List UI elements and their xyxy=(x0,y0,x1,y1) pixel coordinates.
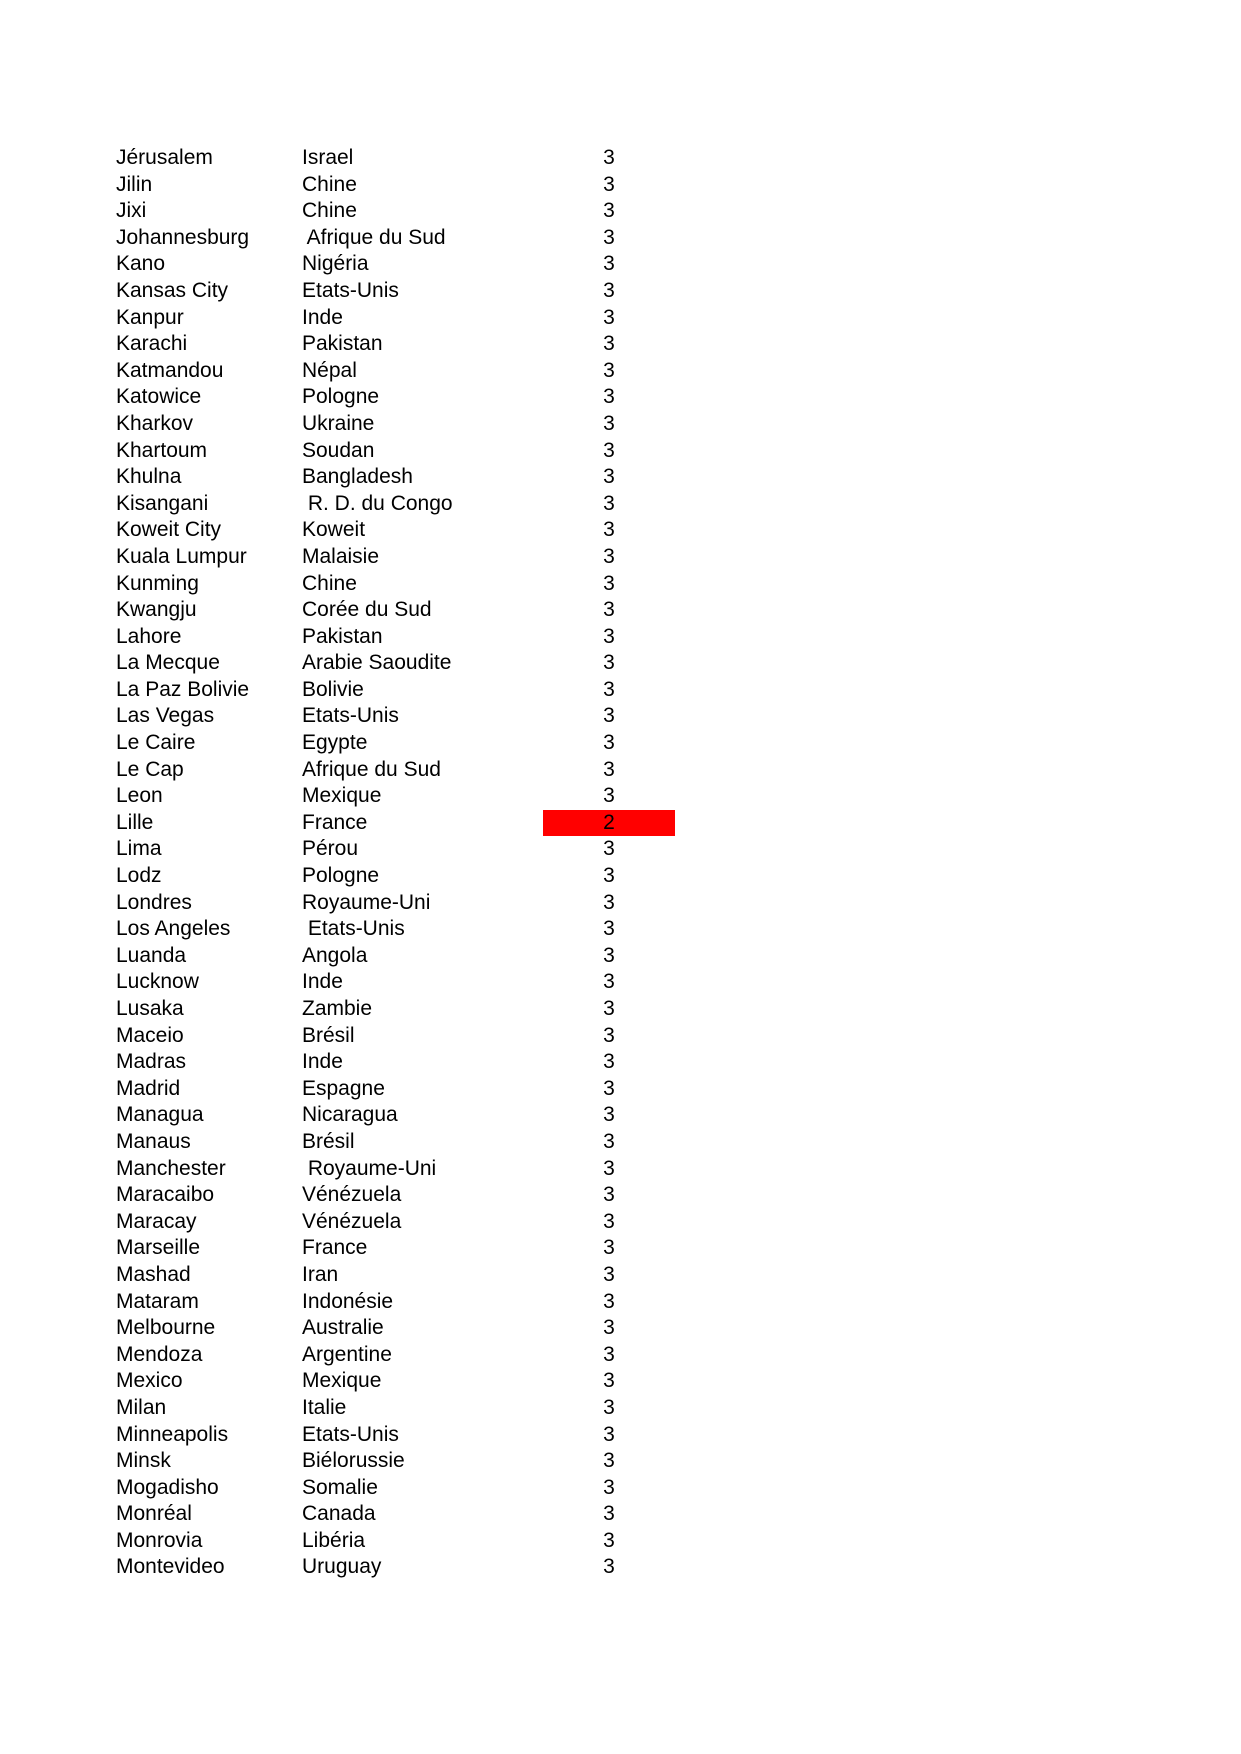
city-cell[interactable]: Monréal xyxy=(116,1502,192,1526)
city-cell[interactable]: Lusaka xyxy=(116,997,184,1020)
value-cell[interactable]: 3 xyxy=(603,491,615,515)
city-cell[interactable]: Kunming xyxy=(116,571,199,595)
country-cell[interactable]: Corée du Sud xyxy=(302,598,432,622)
city-cell[interactable]: Manchester xyxy=(116,1156,226,1180)
table-row xyxy=(116,1475,676,1502)
table-row xyxy=(116,278,676,305)
value-cell[interactable]: 3 xyxy=(603,1369,615,1393)
value-cell[interactable]: 3 xyxy=(603,837,615,861)
city-cell[interactable]: Jixi xyxy=(116,199,147,223)
country-cell[interactable]: Egypte xyxy=(302,731,368,755)
value-cell[interactable]: 3 xyxy=(603,943,615,967)
value-cell[interactable]: 3 xyxy=(603,1262,615,1286)
city-cell[interactable]: Madras xyxy=(116,1050,187,1074)
city-cell[interactable]: Lima xyxy=(116,837,162,861)
value-cell[interactable]: 3 xyxy=(603,677,615,701)
table-row xyxy=(116,1501,676,1528)
country-cell[interactable]: Iran xyxy=(302,1262,339,1286)
country-cell[interactable]: Indonésie xyxy=(302,1289,394,1313)
country-cell[interactable]: Chine xyxy=(302,199,357,223)
country-cell[interactable]: Inde xyxy=(302,1050,343,1074)
table-row xyxy=(116,1342,676,1369)
value-cell[interactable]: 3 xyxy=(603,757,615,781)
value-cell[interactable]: 3 xyxy=(603,358,615,382)
value-cell[interactable]: 3 xyxy=(603,917,615,941)
city-cell[interactable]: La Mecque xyxy=(116,651,220,675)
country-cell[interactable]: Afrique du Sud xyxy=(302,757,441,781)
city-cell[interactable]: Maracaibo xyxy=(116,1183,215,1207)
city-cell[interactable]: Kwangju xyxy=(116,598,197,622)
country-cell[interactable]: Brésil xyxy=(302,1129,355,1153)
table-row xyxy=(116,730,676,757)
table-row xyxy=(116,198,676,225)
city-cell[interactable]: Mogadisho xyxy=(116,1475,219,1499)
table-row xyxy=(116,1262,676,1289)
country-cell[interactable]: Argentine xyxy=(302,1342,392,1366)
table-row xyxy=(116,1102,676,1129)
country-cell[interactable]: Nigéria xyxy=(302,252,369,276)
country-cell[interactable]: Angola xyxy=(302,943,368,967)
country-cell[interactable]: Afrique du Sud xyxy=(302,225,446,249)
table-row xyxy=(116,1156,676,1183)
table-row xyxy=(116,305,676,332)
country-cell[interactable]: Bangladesh xyxy=(302,465,413,489)
value-cell[interactable]: 3 xyxy=(603,172,615,196)
city-cell[interactable]: Mashad xyxy=(116,1262,191,1286)
value-cell[interactable]: 3 xyxy=(603,1555,615,1579)
table-row xyxy=(116,145,676,172)
table-row xyxy=(116,438,676,465)
country-cell[interactable]: Uruguay xyxy=(302,1555,382,1579)
country-cell[interactable]: France xyxy=(302,810,368,834)
table-row xyxy=(116,890,676,917)
table-row xyxy=(116,1368,676,1395)
table-row xyxy=(116,1422,676,1449)
value-cell[interactable]: 3 xyxy=(603,1475,615,1499)
table-row xyxy=(116,1554,676,1581)
value-cell[interactable]: 3 xyxy=(603,225,615,249)
value-cell[interactable]: 3 xyxy=(603,465,615,489)
city-cell[interactable]: Luanda xyxy=(116,943,187,967)
value-cell[interactable]: 3 xyxy=(603,252,615,276)
country-cell[interactable]: Chine xyxy=(302,172,357,196)
city-cell[interactable]: Monrovia xyxy=(116,1528,203,1552)
value-cell[interactable]: 3 xyxy=(603,1103,615,1127)
country-cell[interactable]: Koweit xyxy=(302,518,366,542)
table-row xyxy=(116,544,676,571)
city-cell[interactable]: Milan xyxy=(116,1395,167,1419)
value-cell[interactable]: 3 xyxy=(603,385,615,409)
table-row xyxy=(116,1395,676,1422)
city-cell[interactable]: Le Caire xyxy=(116,731,196,755)
city-table xyxy=(116,145,676,1581)
table-row xyxy=(116,571,676,598)
country-cell[interactable]: Pakistan xyxy=(302,332,383,356)
value-cell[interactable]: 3 xyxy=(603,864,615,888)
city-cell[interactable]: Jilin xyxy=(116,172,153,196)
table-row xyxy=(116,1182,676,1209)
value-cell[interactable]: 3 xyxy=(603,571,615,595)
city-cell[interactable]: Khartoum xyxy=(116,438,208,462)
table-row xyxy=(116,757,676,784)
table-row xyxy=(116,1023,676,1050)
city-cell[interactable]: Koweit City xyxy=(116,518,222,542)
value-cell[interactable]: 3 xyxy=(603,1449,615,1473)
value-cell[interactable]: 3 xyxy=(603,1129,615,1153)
value-cell[interactable]: 3 xyxy=(603,305,615,329)
table-row xyxy=(116,943,676,970)
table-row xyxy=(116,1235,676,1262)
country-cell[interactable]: Pérou xyxy=(302,837,359,861)
value-cell[interactable]: 3 xyxy=(603,411,615,435)
city-cell[interactable]: Minsk xyxy=(116,1449,171,1473)
table-row xyxy=(116,597,676,624)
table-row xyxy=(116,969,676,996)
value-cell[interactable]: 3 xyxy=(603,1050,615,1074)
value-cell[interactable]: 3 xyxy=(603,1289,615,1313)
city-cell[interactable]: Kanpur xyxy=(116,305,184,329)
value-cell[interactable]: 3 xyxy=(603,332,615,356)
table-row xyxy=(116,1315,676,1342)
country-cell[interactable]: Etats-Unis xyxy=(302,704,399,728)
value-cell[interactable]: 3 xyxy=(603,199,615,223)
country-cell[interactable]: Bolivie xyxy=(302,677,364,701)
city-cell[interactable]: Marseille xyxy=(116,1236,201,1260)
country-cell[interactable]: Népal xyxy=(302,358,357,382)
value-cell[interactable]: 3 xyxy=(603,1209,615,1233)
value-cell[interactable]: 3 xyxy=(603,890,615,914)
table-row xyxy=(116,225,676,252)
table-row xyxy=(116,703,676,730)
table-row xyxy=(116,1209,676,1236)
country-cell[interactable]: Mexique xyxy=(302,1369,382,1393)
value-cell[interactable]: 3 xyxy=(603,1023,615,1047)
value-cell[interactable]: 3 xyxy=(603,1422,615,1446)
city-cell[interactable]: Lille xyxy=(116,810,154,834)
table-row xyxy=(116,1049,676,1076)
table-row xyxy=(116,172,676,199)
country-cell[interactable]: Vénézuela xyxy=(302,1209,402,1233)
value-cell[interactable]: 3 xyxy=(603,704,615,728)
country-cell[interactable]: Nicaragua xyxy=(302,1103,398,1127)
country-cell[interactable]: Brésil xyxy=(302,1023,355,1047)
country-cell[interactable]: R. D. du Congo xyxy=(302,491,453,515)
table-row xyxy=(116,517,676,544)
country-cell[interactable]: Espagne xyxy=(302,1076,385,1100)
city-cell[interactable]: Managua xyxy=(116,1103,204,1127)
country-cell[interactable]: Vénézuela xyxy=(302,1183,402,1207)
city-cell[interactable]: Jérusalem xyxy=(116,146,213,169)
country-cell[interactable]: Arabie Saoudite xyxy=(302,651,452,675)
value-cell[interactable]: 3 xyxy=(603,1342,615,1366)
country-cell[interactable]: Malaisie xyxy=(302,544,380,568)
value-cell[interactable]: 3 xyxy=(603,970,615,994)
value-cell[interactable]: 3 xyxy=(603,1528,615,1552)
table-row xyxy=(116,384,676,411)
table-row xyxy=(116,1448,676,1475)
country-cell[interactable]: Israel xyxy=(302,146,354,169)
value-cell[interactable]: 3 xyxy=(603,1183,615,1207)
country-cell[interactable]: Chine xyxy=(302,571,357,595)
city-cell[interactable]: Kuala Lumpur xyxy=(116,544,247,568)
city-cell[interactable]: Khulna xyxy=(116,465,182,489)
city-cell[interactable]: Las Vegas xyxy=(116,704,215,728)
country-cell[interactable]: Royaume-Uni xyxy=(302,890,431,914)
table-row xyxy=(116,251,676,278)
value-cell[interactable]: 3 xyxy=(603,1395,615,1419)
value-cell[interactable]: 3 xyxy=(603,624,615,648)
value-cell[interactable]: 3 xyxy=(603,146,615,169)
value-cell[interactable]: 3 xyxy=(603,784,615,808)
country-cell[interactable]: Inde xyxy=(302,970,343,994)
highlighted-value-cell[interactable]: 2 xyxy=(543,810,675,837)
value-cell[interactable]: 3 xyxy=(603,651,615,675)
country-cell[interactable]: Pakistan xyxy=(302,624,383,648)
table-row xyxy=(116,650,676,677)
table-row xyxy=(116,411,676,438)
city-cell[interactable]: Madrid xyxy=(116,1076,181,1100)
value-cell[interactable]: 3 xyxy=(603,997,615,1020)
city-cell[interactable]: La Paz Bolivie xyxy=(116,677,250,701)
country-cell[interactable]: Pologne xyxy=(302,864,380,888)
table-row xyxy=(116,1076,676,1103)
table-row xyxy=(116,1129,676,1156)
country-cell[interactable]: Italie xyxy=(302,1395,347,1419)
city-cell[interactable]: Katmandou xyxy=(116,358,224,382)
city-cell[interactable]: Kano xyxy=(116,252,166,276)
value-cell[interactable]: 3 xyxy=(603,1236,615,1260)
table-row xyxy=(116,996,676,1023)
table-row xyxy=(116,464,676,491)
country-cell[interactable]: Pologne xyxy=(302,385,380,409)
country-cell[interactable]: Somalie xyxy=(302,1475,378,1499)
table-row xyxy=(116,836,676,863)
country-cell[interactable]: Inde xyxy=(302,305,343,329)
table-row xyxy=(116,331,676,358)
city-cell[interactable]: Manaus xyxy=(116,1129,191,1153)
city-cell[interactable]: Maceio xyxy=(116,1023,184,1047)
table-row xyxy=(116,358,676,385)
city-cell[interactable]: Lahore xyxy=(116,624,182,648)
city-cell[interactable]: Maracay xyxy=(116,1209,197,1233)
table-row xyxy=(116,677,676,704)
value-cell[interactable]: 3 xyxy=(603,518,615,542)
country-cell[interactable]: Ukraine xyxy=(302,411,375,435)
value-cell[interactable]: 3 xyxy=(603,544,615,568)
value-cell[interactable]: 3 xyxy=(603,731,615,755)
table-row xyxy=(116,1528,676,1555)
value-cell[interactable]: 3 xyxy=(603,598,615,622)
value-cell[interactable]: 3 xyxy=(603,1316,615,1340)
country-cell[interactable]: Etats-Unis xyxy=(302,917,405,941)
city-cell[interactable]: Le Cap xyxy=(116,757,184,781)
value-cell[interactable]: 3 xyxy=(603,1156,615,1180)
value-cell[interactable]: 3 xyxy=(603,278,615,302)
city-cell[interactable]: Johannesburg xyxy=(116,225,250,249)
country-cell[interactable]: Canada xyxy=(302,1502,376,1526)
city-cell[interactable]: Lucknow xyxy=(116,970,199,994)
country-cell[interactable]: Soudan xyxy=(302,438,375,462)
country-cell[interactable]: Etats-Unis xyxy=(302,1422,399,1446)
table-row xyxy=(116,863,676,890)
city-cell[interactable]: Kharkov xyxy=(116,411,194,435)
city-cell[interactable]: Montevideo xyxy=(116,1555,225,1579)
city-cell[interactable]: Kansas City xyxy=(116,278,229,302)
country-cell[interactable]: Mexique xyxy=(302,784,382,808)
country-cell[interactable]: Libéria xyxy=(302,1528,366,1552)
table-row xyxy=(116,783,676,810)
country-cell[interactable]: Etats-Unis xyxy=(302,278,399,302)
country-cell[interactable]: Australie xyxy=(302,1316,384,1340)
table-row xyxy=(116,916,676,943)
value-cell[interactable]: 3 xyxy=(603,1502,615,1526)
country-cell[interactable]: Zambie xyxy=(302,997,373,1020)
city-cell[interactable]: Los Angeles xyxy=(116,917,231,941)
city-cell[interactable]: Melbourne xyxy=(116,1316,216,1340)
table-row xyxy=(116,1289,676,1316)
table-row xyxy=(116,624,676,651)
city-cell[interactable]: Mataram xyxy=(116,1289,199,1313)
value-cell[interactable]: 3 xyxy=(603,1076,615,1100)
city-cell[interactable]: Kisangani xyxy=(116,491,209,515)
city-cell[interactable]: Mexico xyxy=(116,1369,183,1393)
city-cell[interactable]: Leon xyxy=(116,784,163,808)
value-cell[interactable]: 3 xyxy=(603,438,615,462)
table-row xyxy=(116,491,676,518)
city-cell[interactable]: Mendoza xyxy=(116,1342,203,1366)
table-row xyxy=(116,810,676,837)
city-cell[interactable]: Londres xyxy=(116,890,192,914)
country-cell[interactable]: Biélorussie xyxy=(302,1449,405,1473)
city-cell[interactable]: Lodz xyxy=(116,864,162,888)
country-cell[interactable]: France xyxy=(302,1236,368,1260)
city-cell[interactable]: Karachi xyxy=(116,332,188,356)
country-cell[interactable]: Royaume-Uni xyxy=(302,1156,437,1180)
city-cell[interactable]: Minneapolis xyxy=(116,1422,229,1446)
city-cell[interactable]: Katowice xyxy=(116,385,202,409)
